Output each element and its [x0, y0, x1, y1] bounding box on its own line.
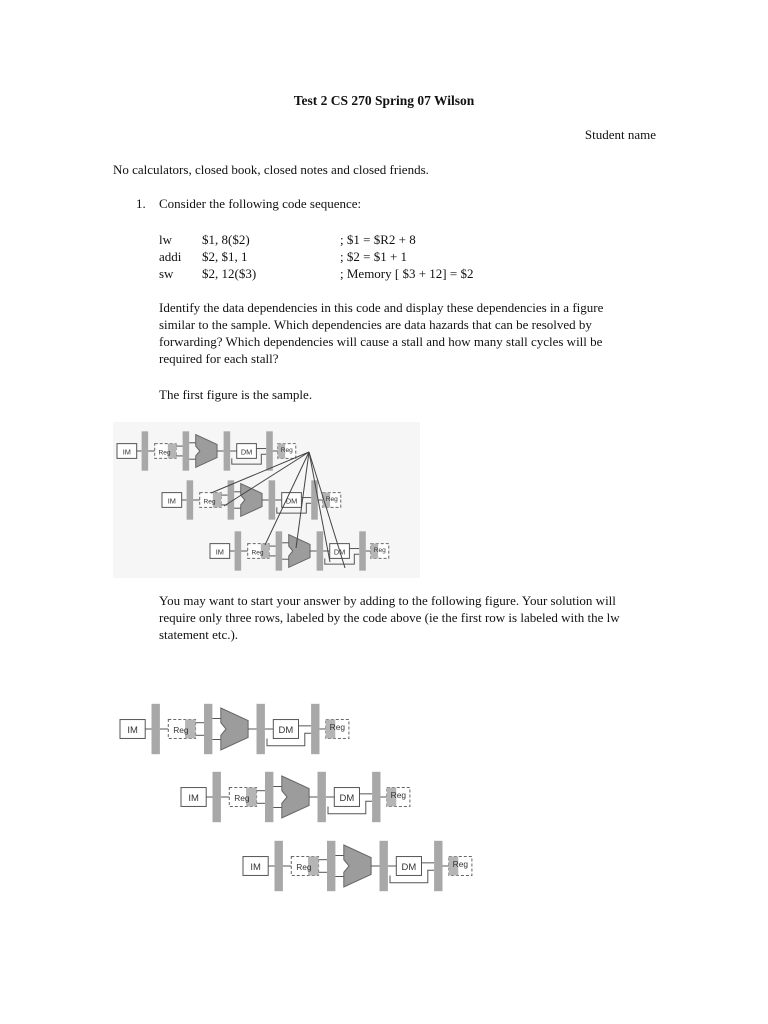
pipeline-register — [257, 704, 265, 754]
pipeline-register — [372, 772, 380, 822]
pipeline-register — [380, 841, 388, 891]
code-comment: ; Memory [ $3 + 12] = $2 — [340, 266, 474, 281]
pipeline-row — [243, 841, 472, 891]
reg-label: Reg — [452, 859, 469, 870]
pipeline-register — [311, 704, 319, 754]
reg-label: Reg — [158, 449, 171, 457]
sample-caption: The first figure is the sample. — [159, 387, 313, 402]
reg-label: Reg — [329, 722, 346, 733]
pipeline-register — [318, 772, 326, 822]
reg-label: Reg — [373, 546, 386, 554]
reg-label: Reg — [390, 790, 407, 801]
pipeline-register — [434, 841, 442, 891]
reg-label: Reg — [280, 446, 293, 454]
pipeline-register — [327, 841, 335, 891]
reg-label: Reg — [234, 793, 250, 804]
student-name-label: Student name — [584, 127, 656, 142]
dm-label: DM — [240, 447, 253, 457]
code-comment: ; $2 = $1 + 1 — [340, 249, 408, 264]
reg-label: Reg — [203, 498, 216, 506]
pipeline-register — [204, 704, 212, 754]
pipeline-row — [120, 704, 349, 754]
pipeline-register — [275, 841, 283, 891]
pipeline-register — [213, 772, 221, 822]
alu — [344, 845, 371, 887]
reg-label: Reg — [296, 862, 312, 873]
im-label: IM — [167, 496, 176, 506]
dm-label: DM — [285, 496, 298, 506]
reg-label: Reg — [173, 725, 189, 736]
im-label: IM — [188, 793, 199, 805]
pipeline-row — [181, 772, 410, 822]
dm-label: DM — [333, 547, 346, 557]
code-op: sw — [159, 266, 174, 281]
pipeline-register — [265, 772, 273, 822]
start-note: You may want to start your answer by adding to the following figure. Your solution will require only three rows, labeled by the code above (ie the first row is labeled with the lw statement etc.). — [159, 593, 620, 642]
im-label: IM — [127, 725, 138, 737]
code-args: $1, 8($2) — [202, 232, 250, 247]
dm-label: DM — [278, 725, 294, 737]
alu — [282, 776, 309, 818]
question-body: Identify the data dependencies in this code and display these dependencies in a figure similar to the sample. Which dependencies are data hazards that can be resolved by forwarding? Which dependencies will cause a stall and how many stall cycles will be required for each stall? — [159, 300, 604, 366]
instructions: No calculators, closed book, closed notes and closed friends. — [113, 162, 429, 177]
question-prompt: Consider the following code sequence: — [159, 196, 362, 211]
im-label: IM — [250, 862, 261, 874]
question-number: 1. — [136, 196, 146, 211]
dm-label: DM — [401, 862, 417, 874]
code-op: lw — [159, 232, 172, 247]
dm-label: DM — [339, 793, 355, 805]
code-comment: ; $1 = $R2 + 8 — [340, 232, 416, 247]
pipeline-register — [152, 704, 160, 754]
code-args: $2, $1, 1 — [202, 249, 248, 264]
code-op: addi — [159, 249, 182, 264]
alu — [221, 708, 248, 750]
code-args: $2, 12($3) — [202, 266, 257, 281]
im-label: IM — [215, 547, 224, 557]
page-title: Test 2 CS 270 Spring 07 Wilson — [293, 93, 475, 108]
reg-label: Reg — [251, 549, 264, 557]
im-label: IM — [122, 447, 131, 457]
reg-label: Reg — [325, 495, 338, 503]
